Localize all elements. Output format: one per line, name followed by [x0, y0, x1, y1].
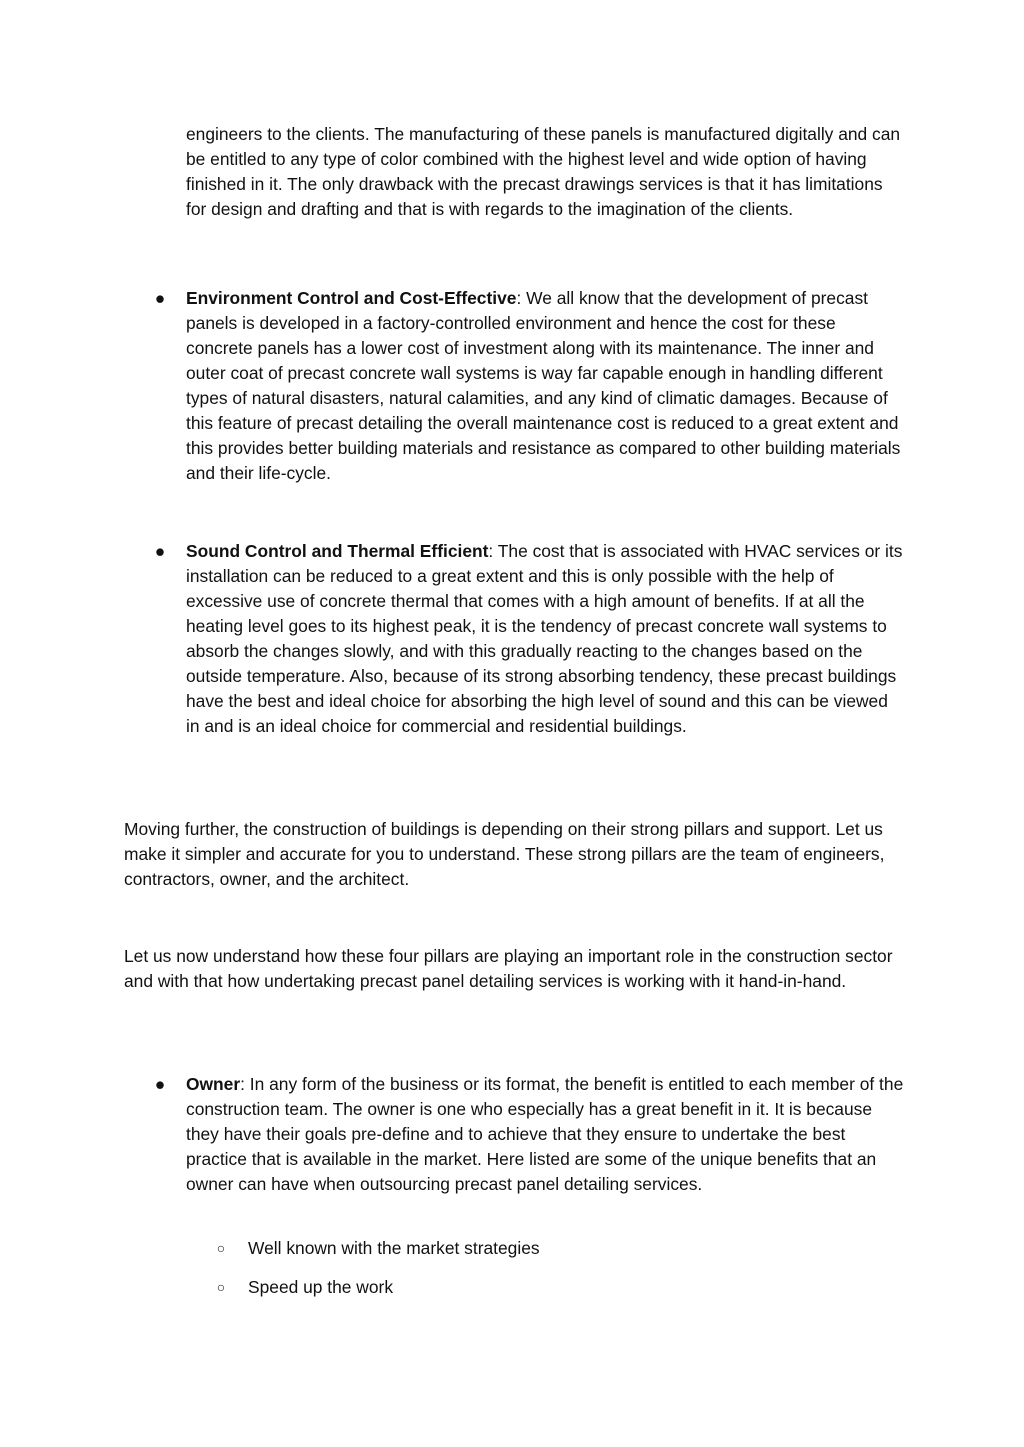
sub-bullet-speed-up	[216, 1275, 888, 1300]
paragraph-four-pillars: Let us now understand how these four pillars are playing an important role in the construction sector and with that how undertaking precast panel detailing services is working with it hand-in-hand.	[124, 946, 893, 991]
bullet-text: : We all know that the development of precast panels is developed in a factory-controlled environment and hence the cost for these concrete panels has a lower cost of investment along with its maintenance. The inner and outer coat of precast concrete wall systems is way far capable enough in handling different types of natural disasters, natural calamities, and any kind of climatic damages. Because of this feature of precast detailing the overall maintenance cost is reduced to a great extent and this provides better building materials and resistance as compared to other building materials and their life-cycle.	[186, 288, 901, 483]
bullet-text: : The cost that is associated with HVAC services or its installation can be reduced to a great extent and this is only possible with the help of excessive use of concrete thermal that comes with a high amount of benefits. If at all the heating level goes to its highest peak, it is the tendency of precast concrete wall systems to absorb the changes slowly, and with this gradually reacting to the changes based on the outside temperature. Also, because of its strong absorbing tendency, these precast buildings have the best and ideal choice for absorbing the high level of sound and this can be viewed in and is an ideal choice for commercial and residential buildings.	[186, 541, 903, 736]
bullet-marker: ●	[154, 541, 166, 561]
continuation-paragraph: engineers to the clients. The manufacturing of these panels is manufactured digitally and can be entitled to any type of color combined with the highest level and wide option of having finished in it. The only drawback with the precast drawings services is that it has limitations for design and drafting and that is with regards to the imagination of the clients.	[186, 124, 901, 219]
sub-bullet-text: Well known with the market strategies	[248, 1238, 540, 1258]
bullet-title: Environment Control and Cost-Effective	[186, 288, 517, 308]
paragraph-pillars: Moving further, the construction of buildings is depending on their strong pillars and support. Let us make it simpler and accurate for you to understand. These strong pillars are the team of engineers, contractors, owner, and the architect.	[124, 819, 885, 889]
bullet-text: : In any form of the business or its format, the benefit is entitled to each member of the construction team. The owner is one who especially has a great benefit in it. It is because they have their goals pre-define and to achieve that they ensure to undertake the best practice that is available in the market. Here listed are some of the unique benefits that an owner can have when outsourcing precast panel detailing services.	[186, 1074, 904, 1194]
bullet-owner	[154, 1072, 906, 1197]
bullet-marker: ●	[154, 1074, 166, 1094]
bullet-title: Sound Control and Thermal Efficient	[186, 541, 489, 561]
sub-bullet-market-strategies	[216, 1236, 888, 1261]
sub-bullet-marker: ○	[216, 1279, 226, 1295]
bullet-marker: ●	[154, 288, 166, 308]
sub-bullet-marker: ○	[216, 1240, 226, 1256]
bullet-sound-control	[154, 539, 906, 739]
sub-bullet-text: Speed up the work	[248, 1277, 394, 1297]
bullet-title: Owner	[186, 1074, 241, 1094]
bullet-environment-control	[154, 286, 906, 486]
